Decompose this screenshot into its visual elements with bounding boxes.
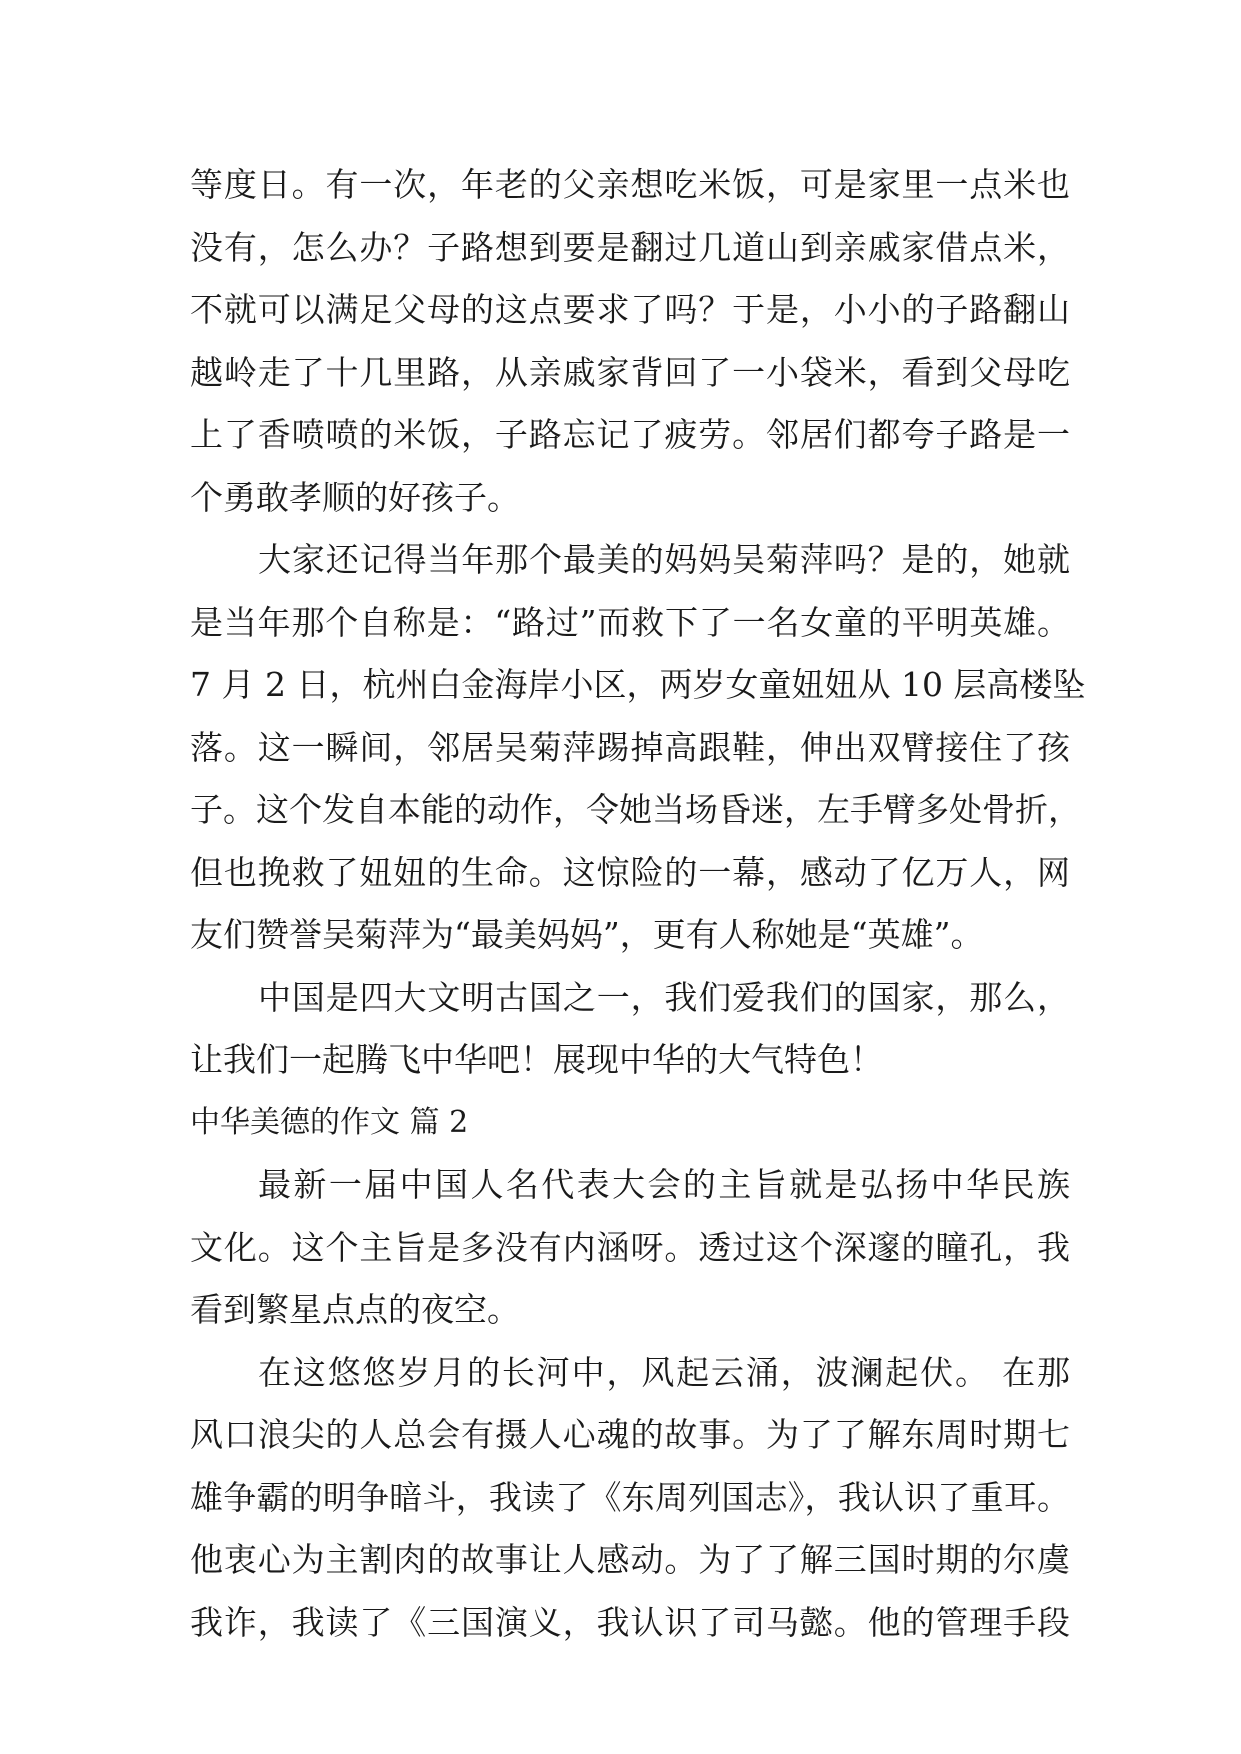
- text-line: 越岭走了十几里路，从亲戚家背回了一小袋米，看到父母吃: [190, 352, 1070, 392]
- text-line: 但也挽救了妞妞的生命。这惊险的一幕，感动了亿万人，网: [190, 852, 1070, 892]
- text-line: 7 月 2 日，杭州白金海岸小区，两岁女童妞妞从 10 层高楼坠: [190, 665, 1086, 704]
- paragraph-first-line: 大家还记得当年那个最美的妈妈吴菊萍吗？是的，她就: [258, 540, 1070, 579]
- paragraph-first-line: 最新一届中国人名代表大会的主旨就是弘扬中华民族: [258, 1165, 1070, 1204]
- text-line: 看到繁星点点的夜空。: [190, 1290, 520, 1329]
- text-line: 个勇敢孝顺的好孩子。: [190, 477, 520, 517]
- text-line: 等度日。有一次，年老的父亲想吃米饭，可是家里一点米也: [190, 165, 1070, 204]
- paragraph-first-line: 在这悠悠岁月的长河中，风起云涌，波澜起伏。 在那: [258, 1352, 1070, 1392]
- text-line: 雄争霸的明争暗斗，我读了《东周列国志》，我认识了重耳。: [190, 1477, 1070, 1517]
- text-line: 不就可以满足父母的这点要求了吗？于是，小小的子路翻山: [190, 290, 1070, 329]
- text-line: 我诈，我读了《三国演义，我认识了司马懿。他的管理手段: [190, 1602, 1070, 1642]
- section-heading: 中华美德的作文 篇 2: [190, 1104, 469, 1140]
- text-line: 没有，怎么办？子路想到要是翻过几道山到亲戚家借点米，: [190, 227, 1070, 267]
- body-text: [190, 154, 1086, 1654]
- text-line: 让我们一起腾飞中华吧！展现中华的大气特色！: [190, 1040, 883, 1079]
- text-line: 是当年那个自称是：“路过”而救下了一名女童的平明英雄。: [190, 602, 1070, 642]
- text-line: 上了香喷喷的米饭，子路忘记了疲劳。邻居们都夸子路是一: [190, 415, 1070, 454]
- text-line: 友们赞誉吴菊萍为“最美妈妈”，更有人称她是“英雄”。: [190, 915, 984, 954]
- text-line: 他衷心为主割肉的故事让人感动。为了了解三国时期的尔虞: [190, 1540, 1070, 1579]
- text-line: 文化。这个主旨是多没有内涵呀。透过这个深邃的瞳孔，我: [190, 1227, 1070, 1267]
- text-line: 子。这个发自本能的动作，令她当场昏迷，左手臂多处骨折，: [190, 790, 1081, 829]
- paragraph-first-line: 中国是四大文明古国之一，我们爱我们的国家，那么，: [258, 977, 1070, 1017]
- text-line: 落。这一瞬间，邻居吴菊萍踢掉高跟鞋，伸出双臂接住了孩: [190, 727, 1070, 767]
- text-line: 风口浪尖的人总会有摄人心魂的故事。为了了解东周时期七: [190, 1415, 1070, 1454]
